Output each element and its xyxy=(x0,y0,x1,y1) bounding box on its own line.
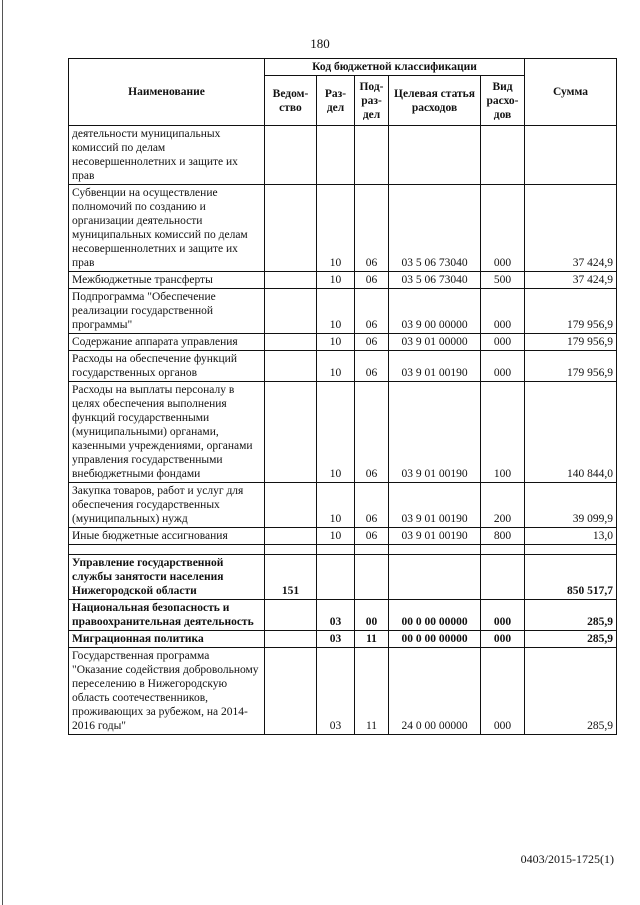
row-razdel-cell: 10 xyxy=(317,351,355,382)
document-code: 0403/2015-1725(1) xyxy=(520,852,614,866)
row-name-cell: Расходы на выплаты персоналу в целях обеспечения выполнения функций государственными (муниципальными) органами, казенными учреждениями, органами управления государственными внебюджетными фондами xyxy=(69,382,265,483)
row-celevaya-cell: 03 5 06 73040 xyxy=(389,272,481,289)
row-celevaya-cell: 03 9 01 00000 xyxy=(389,334,481,351)
row-sum-cell: 285,9 xyxy=(525,600,617,631)
row-podrazdel-cell: 06 xyxy=(355,185,389,272)
row-vedomstvo-cell xyxy=(265,272,317,289)
row-podrazdel-cell: 06 xyxy=(355,289,389,334)
row-name-cell xyxy=(69,545,265,555)
row-razdel-cell: 03 xyxy=(317,648,355,735)
header-sum: Сумма xyxy=(525,59,617,126)
row-celevaya-cell: 03 9 01 00190 xyxy=(389,351,481,382)
row-razdel-cell: 03 xyxy=(317,631,355,648)
row-razdel-cell: 10 xyxy=(317,334,355,351)
row-celevaya-cell: 03 9 01 00190 xyxy=(389,483,481,528)
row-vedomstvo-cell xyxy=(265,126,317,185)
row-name-cell: деятельности муниципальных комиссий по делам несовершеннолетних и защите их прав xyxy=(69,126,265,185)
row-celevaya-cell: 03 5 06 73040 xyxy=(389,185,481,272)
table-row xyxy=(69,289,617,334)
row-razdel-cell: 10 xyxy=(317,483,355,528)
table-row xyxy=(69,126,617,185)
table-row xyxy=(69,545,617,555)
row-podrazdel-cell xyxy=(355,126,389,185)
table-row xyxy=(69,648,617,735)
header-code-group: Код бюджетной классификации xyxy=(265,59,525,76)
row-vid-cell: 000 xyxy=(481,648,525,735)
row-podrazdel-cell: 00 xyxy=(355,600,389,631)
table-row xyxy=(69,272,617,289)
row-vedomstvo-cell xyxy=(265,382,317,483)
row-razdel-cell: 10 xyxy=(317,289,355,334)
row-vid-cell: 800 xyxy=(481,528,525,545)
row-razdel-cell xyxy=(317,555,355,600)
row-vedomstvo-cell xyxy=(265,351,317,382)
row-vedomstvo-cell: 151 xyxy=(265,555,317,600)
row-sum-cell: 140 844,0 xyxy=(525,382,617,483)
row-name-cell: Межбюджетные трансферты xyxy=(69,272,265,289)
row-vedomstvo-cell xyxy=(265,185,317,272)
row-vid-cell: 000 xyxy=(481,600,525,631)
row-name-cell: Национальная безопасность и правоохранительная деятельность xyxy=(69,600,265,631)
header-vid: Вид расхо-дов xyxy=(481,76,525,126)
row-vedomstvo-cell xyxy=(265,289,317,334)
header-razdel: Раз-дел xyxy=(317,76,355,126)
row-name-cell: Закупка товаров, работ и услуг для обеспечения государственных (муниципальных) нужд xyxy=(69,483,265,528)
row-name-cell: Иные бюджетные ассигнования xyxy=(69,528,265,545)
row-celevaya-cell: 24 0 00 00000 xyxy=(389,648,481,735)
row-vedomstvo-cell xyxy=(265,545,317,555)
row-vid-cell xyxy=(481,126,525,185)
header-podrazdel: Под-раз-дел xyxy=(355,76,389,126)
row-sum-cell: 39 099,9 xyxy=(525,483,617,528)
row-razdel-cell: 10 xyxy=(317,382,355,483)
row-name-cell: Подпрограмма "Обеспечение реализации государственной программы" xyxy=(69,289,265,334)
table-row xyxy=(69,351,617,382)
row-celevaya-cell: 00 0 00 00000 xyxy=(389,631,481,648)
table-row xyxy=(69,528,617,545)
row-name-cell: Государственная программа "Оказание содействия добровольному переселению в Нижегородскую область соотечественников, проживающих за рубежом, на 2014-2016 годы" xyxy=(69,648,265,735)
row-podrazdel-cell: 06 xyxy=(355,382,389,483)
row-sum-cell: 13,0 xyxy=(525,528,617,545)
row-sum-cell: 285,9 xyxy=(525,631,617,648)
row-celevaya-cell: 03 9 01 00190 xyxy=(389,382,481,483)
table-row xyxy=(69,483,617,528)
row-sum-cell: 179 956,9 xyxy=(525,289,617,334)
row-celevaya-cell: 03 9 00 00000 xyxy=(389,289,481,334)
row-vid-cell: 100 xyxy=(481,382,525,483)
row-razdel-cell: 10 xyxy=(317,528,355,545)
table-row xyxy=(69,382,617,483)
row-vid-cell: 000 xyxy=(481,631,525,648)
row-podrazdel-cell: 06 xyxy=(355,483,389,528)
table-row xyxy=(69,631,617,648)
header-celevaya: Целевая статья расходов xyxy=(389,76,481,126)
row-podrazdel-cell: 06 xyxy=(355,334,389,351)
row-name-cell: Миграционная политика xyxy=(69,631,265,648)
row-razdel-cell: 10 xyxy=(317,272,355,289)
row-vid-cell xyxy=(481,555,525,600)
page-number: 180 xyxy=(310,36,330,51)
row-razdel-cell: 03 xyxy=(317,600,355,631)
row-sum-cell: 285,9 xyxy=(525,648,617,735)
row-podrazdel-cell: 06 xyxy=(355,528,389,545)
row-razdel-cell xyxy=(317,126,355,185)
row-vedomstvo-cell xyxy=(265,483,317,528)
budget-table xyxy=(68,58,617,735)
row-vedomstvo-cell xyxy=(265,648,317,735)
row-podrazdel-cell: 11 xyxy=(355,648,389,735)
row-vedomstvo-cell xyxy=(265,528,317,545)
header-name: Наименование xyxy=(69,59,265,126)
table-row xyxy=(69,334,617,351)
row-vid-cell: 500 xyxy=(481,272,525,289)
row-celevaya-cell xyxy=(389,126,481,185)
row-vedomstvo-cell xyxy=(265,334,317,351)
header-vedomstvo: Ведом-ство xyxy=(265,76,317,126)
row-podrazdel-cell: 06 xyxy=(355,351,389,382)
row-name-cell: Содержание аппарата управления xyxy=(69,334,265,351)
row-vedomstvo-cell xyxy=(265,631,317,648)
row-name-cell: Расходы на обеспечение функций государственных органов xyxy=(69,351,265,382)
table-row xyxy=(69,555,617,600)
row-celevaya-cell: 03 9 01 00190 xyxy=(389,528,481,545)
row-vid-cell xyxy=(481,545,525,555)
row-name-cell: Управление государственной службы занятости населения Нижегородской области xyxy=(69,555,265,600)
row-razdel-cell: 10 xyxy=(317,185,355,272)
row-sum-cell: 179 956,9 xyxy=(525,351,617,382)
row-razdel-cell xyxy=(317,545,355,555)
row-name-cell: Субвенции на осуществление полномочий по созданию и организации деятельности муниципальных комиссий по делам несовершеннолетних и защите их прав xyxy=(69,185,265,272)
row-podrazdel-cell xyxy=(355,545,389,555)
row-vid-cell: 000 xyxy=(481,351,525,382)
row-vid-cell: 200 xyxy=(481,483,525,528)
row-sum-cell: 37 424,9 xyxy=(525,272,617,289)
row-celevaya-cell xyxy=(389,555,481,600)
row-vid-cell: 000 xyxy=(481,334,525,351)
left-margin-rule xyxy=(2,0,3,905)
row-sum-cell: 850 517,7 xyxy=(525,555,617,600)
row-vid-cell: 000 xyxy=(481,185,525,272)
table-row xyxy=(69,185,617,272)
row-celevaya-cell: 00 0 00 00000 xyxy=(389,600,481,631)
row-sum-cell xyxy=(525,126,617,185)
row-vedomstvo-cell xyxy=(265,600,317,631)
row-sum-cell: 37 424,9 xyxy=(525,185,617,272)
row-podrazdel-cell: 06 xyxy=(355,272,389,289)
row-celevaya-cell xyxy=(389,545,481,555)
row-vid-cell: 000 xyxy=(481,289,525,334)
row-podrazdel-cell xyxy=(355,555,389,600)
row-podrazdel-cell: 11 xyxy=(355,631,389,648)
row-sum-cell: 179 956,9 xyxy=(525,334,617,351)
table-row xyxy=(69,600,617,631)
row-sum-cell xyxy=(525,545,617,555)
